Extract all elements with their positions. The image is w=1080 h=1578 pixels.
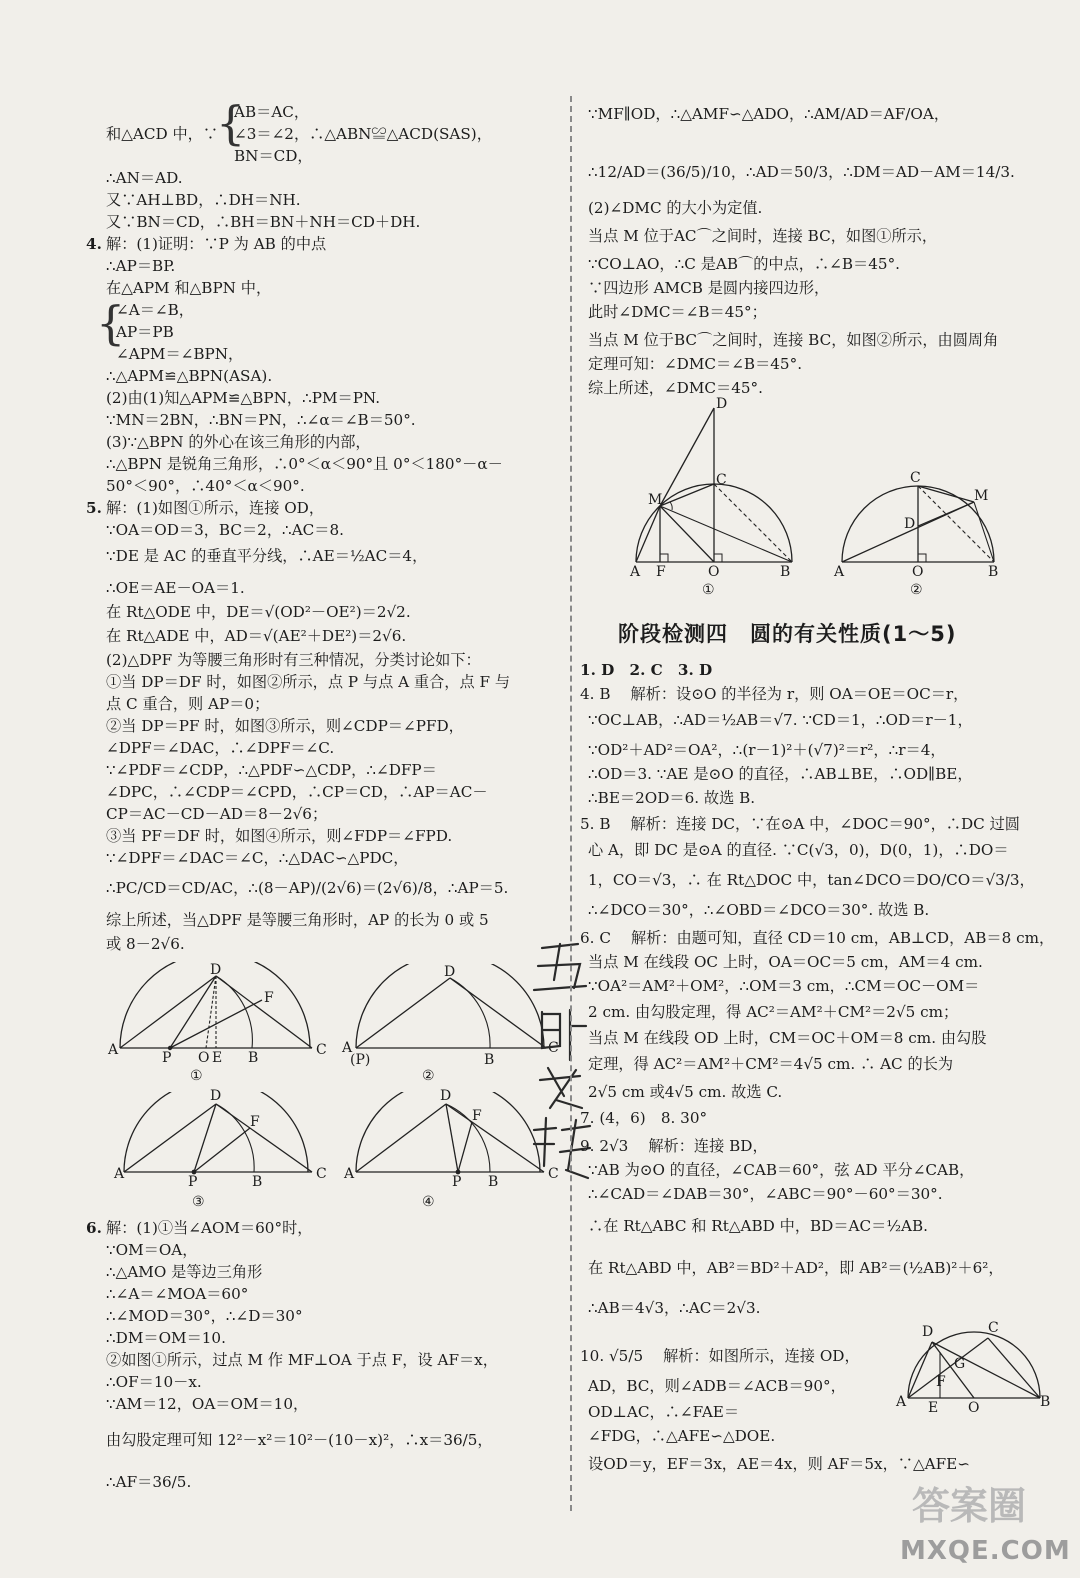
- text-line: 此时∠DMC＝∠B＝45°；: [588, 303, 767, 321]
- text-line: 解：(1)证明：∵P 为 AB 的中点: [106, 235, 327, 253]
- text-line: 当点 M 位于AC⌒之间时，连接 BC，如图①所示，: [588, 227, 938, 245]
- point-label: D: [210, 962, 222, 978]
- point-label: A: [342, 1040, 353, 1056]
- system-line: ∠3＝∠2，∴△ABN≌△ACD(SAS)，: [234, 125, 492, 143]
- text-line: ∵AB 为⊙O 的直径，∠CAB＝60°，弦 AD 平分∠CAB，: [588, 1161, 975, 1179]
- question-number: 6.: [86, 1219, 102, 1237]
- point-label: D: [904, 516, 916, 532]
- point-label: P: [188, 1174, 198, 1190]
- brace-icon: {: [96, 296, 126, 350]
- text-line: ∴在 Rt△ABC 和 Rt△ABD 中，BD＝AC＝½AB.: [588, 1217, 928, 1235]
- text-line: ∴△BPN 是锐角三角形，∴0°＜α＜90°且 0°＜180°－α－: [106, 455, 503, 473]
- text-line: 定理可知：∠DMC＝∠B＝45°.: [588, 355, 803, 373]
- answer-line: 7. (4，6) 8. 30°: [580, 1109, 708, 1127]
- text-line: 综上所述，∠DMC＝45°.: [588, 379, 763, 397]
- point-label: P: [452, 1174, 462, 1190]
- figure-caption: ④: [422, 1194, 435, 1210]
- text-line: ∠DPC，∴∠CDP＝∠CPD，∴CP＝CD，∴AP＝AC－: [106, 783, 488, 801]
- point-label: C: [316, 1166, 327, 1182]
- point-label: A: [630, 564, 641, 580]
- point-label: D: [444, 964, 456, 980]
- point-label: C: [548, 1166, 559, 1182]
- text-line: ∵DE 是 AC 的垂直平分线，∴AE＝½AC＝4，: [106, 547, 428, 565]
- text-line: 当点 M 位于BC⌒之间时，连接 BC，如图②所示，由圆周角: [588, 331, 999, 349]
- point-label: C: [988, 1320, 999, 1336]
- text-line: ∵OC⊥AB，∴AD＝½AB＝√7. ∵CD＝1，∴OD＝r－1，: [588, 711, 973, 729]
- point-label: E: [928, 1400, 939, 1416]
- text-line: ∴AN＝AD.: [106, 169, 183, 187]
- text-line: 解：(1)①当∠AOM＝60°时，: [106, 1219, 313, 1237]
- system-line: AB＝AC，: [234, 103, 310, 121]
- text-line: ∴∠A＝∠MOA＝60°: [106, 1285, 249, 1303]
- text-line: ∴OF＝10－x.: [106, 1373, 202, 1391]
- point-label: D: [440, 1088, 452, 1104]
- point-label: B: [252, 1174, 263, 1190]
- text-line: ∴∠DCO＝30°，∴∠OBD＝∠DCO＝30°. 故选 B.: [588, 901, 930, 919]
- text-line: 和△ACD 中，∵: [106, 125, 219, 143]
- point-label: A: [114, 1166, 125, 1182]
- point-label: C: [316, 1042, 327, 1058]
- point-label: B: [988, 564, 999, 580]
- text-line: ②当 DP＝PF 时，如图③所示，则∠CDP＝∠PFD，: [106, 717, 464, 735]
- geometry-figure-3: [112, 1088, 327, 1210]
- point-label: A: [108, 1042, 119, 1058]
- text-line: ∴OD＝3. ∵AE 是⊙O 的直径，∴AB⊥BE，∴OD∥BE，: [588, 765, 973, 783]
- column-divider: [570, 96, 572, 1511]
- point-label: P: [162, 1050, 172, 1066]
- point-label: B: [248, 1050, 259, 1066]
- text-line: 2√5 cm 或4√5 cm. 故选 C.: [588, 1083, 783, 1101]
- point-label: B: [484, 1052, 495, 1068]
- figure-caption: ②: [422, 1068, 435, 1084]
- point-label: D: [716, 396, 728, 412]
- text-line: ∠DPF＝∠DAC，∴∠DPF＝∠C.: [106, 739, 335, 757]
- text-line: 又∵AH⊥BD，∴DH＝NH.: [106, 191, 301, 209]
- text-line: ∴PC/CD＝CD/AC，∴(8－AP)/(2√6)＝(2√6)/8，∴AP＝5.: [106, 879, 509, 897]
- text-line: 50°＜90°，∴40°＜α＜90°.: [106, 477, 305, 495]
- text-line: ∴△AMO 是等边三角形: [106, 1263, 263, 1281]
- text-line: ∵∠DPF＝∠DAC＝∠C，∴△DAC∽△PDC，: [106, 849, 409, 867]
- text-line: AD，BC，则∠ADB＝∠ACB＝90°，: [588, 1377, 846, 1395]
- text-line: ③当 PF＝DF 时，如图④所示，则∠FDP＝∠FPD.: [106, 827, 453, 845]
- geometry-figure-1: [108, 962, 327, 1084]
- system-line: ∠APM＝∠BPN，: [116, 345, 244, 363]
- text-line: 当点 M 在线段 OC 上时，OA＝OC＝5 cm，AM＝4 cm.: [588, 953, 983, 971]
- watermark-logo: 答案圈: [912, 1484, 1027, 1528]
- point-label: F: [472, 1108, 482, 1124]
- point-label: D: [922, 1324, 934, 1340]
- point-label: B: [488, 1174, 499, 1190]
- site-watermark: [892, 1475, 1072, 1570]
- system-line: BN＝CD，: [234, 147, 313, 165]
- text-line: 或 8－2√6.: [106, 935, 185, 953]
- point-label: O: [708, 564, 720, 580]
- text-line: 在 Rt△ODE 中，DE＝√(OD²－OE²)＝2√2.: [106, 603, 411, 621]
- point-label: C: [716, 472, 727, 488]
- figure-caption: ①: [702, 582, 715, 598]
- point-label: M: [648, 492, 663, 508]
- point-label: E: [212, 1050, 223, 1066]
- text-line: ②如图①所示，过点 M 作 MF⊥OA 于点 F，设 AF＝x，: [106, 1351, 498, 1369]
- text-line: 当点 M 在线段 OD 上时，CM＝OC＋OM＝8 cm. 由勾股: [588, 1029, 987, 1047]
- brace-icon: {: [216, 96, 246, 150]
- text-line: ∴AF＝36/5.: [106, 1473, 192, 1491]
- point-label: O: [968, 1400, 980, 1416]
- text-line: ∵四边形 AMCB 是圆内接四边形，: [588, 279, 830, 297]
- text-line: 由勾股定理可知 12²－x²＝10²－(10－x)²，∴x＝36/5，: [106, 1431, 493, 1449]
- question-number: 5.: [86, 499, 102, 517]
- answer-line: 9. 2√3 解析：连接 BD，: [580, 1137, 768, 1155]
- text-line: CP＝AC－CD－AD＝8－2√6；: [106, 805, 328, 823]
- text-line: ①当 DP＝DF 时，如图②所示，点 P 与点 A 重合，点 F 与: [106, 673, 511, 691]
- point-label: C: [548, 1040, 559, 1056]
- watermark-site: MXQE.COM: [900, 1536, 1071, 1566]
- point-label: A: [834, 564, 845, 580]
- text-line: 在 Rt△ADE 中，AD＝√(AE²＋DE²)＝2√6.: [106, 627, 407, 645]
- point-label: F: [936, 1374, 946, 1390]
- point-label: (P): [350, 1052, 371, 1068]
- text-line: ∴∠CAD＝∠DAB＝30°，∠ABC＝90°－60°＝30°.: [588, 1185, 943, 1203]
- point-label: M: [974, 488, 989, 504]
- text-line: ∴△APM≌△BPN(ASA).: [106, 367, 273, 385]
- text-line: ∵AM＝12，OA＝OM＝10，: [106, 1395, 309, 1413]
- point-label: O: [198, 1050, 210, 1066]
- answer-line: 1. D 2. C 3. D: [580, 661, 713, 679]
- point-label: B: [780, 564, 791, 580]
- geometry-figure-r1: [626, 396, 806, 598]
- point-label: D: [210, 1088, 222, 1104]
- text-line: OD⊥AC，∴∠FAE＝: [588, 1403, 740, 1421]
- text-line: 2 cm. 由勾股定理，得 AC²＝AM²＋CM²＝2√5 cm；: [588, 1003, 959, 1021]
- text-line: 解：(1)如图①所示，连接 OD，: [106, 499, 325, 517]
- question-number: 4.: [86, 235, 102, 253]
- text-line: (2)△DPF 为等腰三角形时有三种情况，分类讨论如下：: [106, 651, 481, 669]
- text-line: 定理，得 AC²＝AM²＋CM²＝4√5 cm. ∴ AC 的长为: [588, 1055, 954, 1073]
- text-line: ∴∠MOD＝30°，∴∠D＝30°: [106, 1307, 303, 1325]
- text-line: ∵∠PDF＝∠CDP，∴△PDF∽△CDP，∴∠DFP＝: [106, 761, 437, 779]
- text-line: ∵OD²＋AD²＝OA²，∴(r－1)²＋(√7)²＝r²，∴r＝4，: [588, 741, 946, 759]
- text-line: (2)由(1)知△APM≌△BPN，∴PM＝PN.: [106, 389, 381, 407]
- point-label: A: [344, 1166, 355, 1182]
- system-line: AP＝PB: [116, 323, 174, 341]
- text-line: ∴AP＝BP.: [106, 257, 176, 275]
- figure-caption: ①: [190, 1068, 203, 1084]
- point-label: F: [264, 990, 274, 1006]
- answer-line: 4. B 解析：设⊙O 的半径为 r，则 OA＝OE＝OC＝r，: [580, 685, 969, 703]
- system-line: ∠A＝∠B，: [116, 301, 194, 319]
- point-label: C: [910, 470, 921, 486]
- figure-caption: ③: [192, 1194, 205, 1210]
- text-line: ∵OM＝OA，: [106, 1241, 198, 1259]
- text-line: 心 A，即 DC 是⊙A 的直径. ∵C(√3，0)，D(0，1)，∴DO＝: [588, 841, 1009, 859]
- text-line: ∵OA²＝AM²＋OM²，∴OM＝3 cm，∴CM＝OC－OM＝: [588, 977, 980, 995]
- answer-line: 10. √5/5 解析：如图所示，连接 OD，: [580, 1347, 860, 1365]
- point-label: O: [912, 564, 924, 580]
- text-line: ∴AB＝4√3，∴AC＝2√3.: [588, 1299, 761, 1317]
- text-line: ∴DM＝OM＝10.: [106, 1329, 226, 1347]
- point-label: B: [1040, 1394, 1051, 1410]
- text-line: ∴BE＝2OD＝6. 故选 B.: [588, 789, 756, 807]
- text-line: ∵OA＝OD＝3，BC＝2，∴AC＝8.: [106, 521, 344, 539]
- text-line: ∴OE＝AE－OA＝1.: [106, 579, 245, 597]
- text-line: 综上所述，当△DPF 是等腰三角形时，AP 的长为 0 或 5: [106, 911, 489, 929]
- point-label: F: [250, 1114, 260, 1130]
- text-line: ∵MF∥OD，∴△AMF∽△ADO，∴AM/AD＝AF/OA，: [588, 105, 950, 123]
- text-line: 在 Rt△ABD 中，AB²＝BD²＋AD²，即 AB²＝(½AB)²＋6²，: [588, 1259, 1004, 1277]
- answer-line: 5. B 解析：连接 DC，∵在⊙A 中，∠DOC＝90°，∴DC 过圆: [580, 815, 1020, 833]
- text-line: ∴12/AD＝(36/5)/10，∴AD＝50/3，∴DM＝AD－AM＝14/3.: [588, 163, 1015, 181]
- text-line: (2)∠DMC 的大小为定值.: [588, 199, 763, 217]
- section-title: 阶段检测四 圆的有关性质(1～5): [618, 622, 957, 646]
- point-label: F: [656, 564, 666, 580]
- geometry-figure-r3: [896, 1320, 1051, 1416]
- text-line: 设OD＝y，EF＝3x，AE＝4x，则 AF＝5x，∵△AFE∽: [588, 1455, 970, 1473]
- text-line: ∵MN＝2BN，∴BN＝PN，∴∠α＝∠B＝50°.: [106, 411, 416, 429]
- point-label: G: [954, 1356, 966, 1372]
- text-line: ∵CO⊥AO，∴C 是AB⌒的中点，∴∠B＝45°.: [588, 255, 900, 273]
- text-line: 又∵BN＝CD，∴BH＝BN＋NH＝CD＋DH.: [106, 213, 421, 231]
- text-line: (3)∵△BPN 的外心在该三角形的内部，: [106, 433, 371, 451]
- text-line: ∠FDG，∴△AFE∽△DOE.: [588, 1427, 776, 1445]
- text-line: 点 C 重合，则 AP＝0；: [106, 695, 270, 713]
- text-line: 在△APM 和△BPN 中，: [106, 279, 272, 297]
- point-label: A: [896, 1394, 907, 1410]
- geometry-figure-r2: [834, 468, 1004, 598]
- answer-line: 6. C 解析：由题可知，直径 CD＝10 cm，AB⊥CD，AB＝8 cm，: [580, 929, 1055, 947]
- text-line: 1，CO＝√3，∴ 在 Rt△DOC 中，tan∠DCO＝DO/CO＝√3/3，: [588, 871, 1035, 889]
- figure-caption: ②: [910, 582, 923, 598]
